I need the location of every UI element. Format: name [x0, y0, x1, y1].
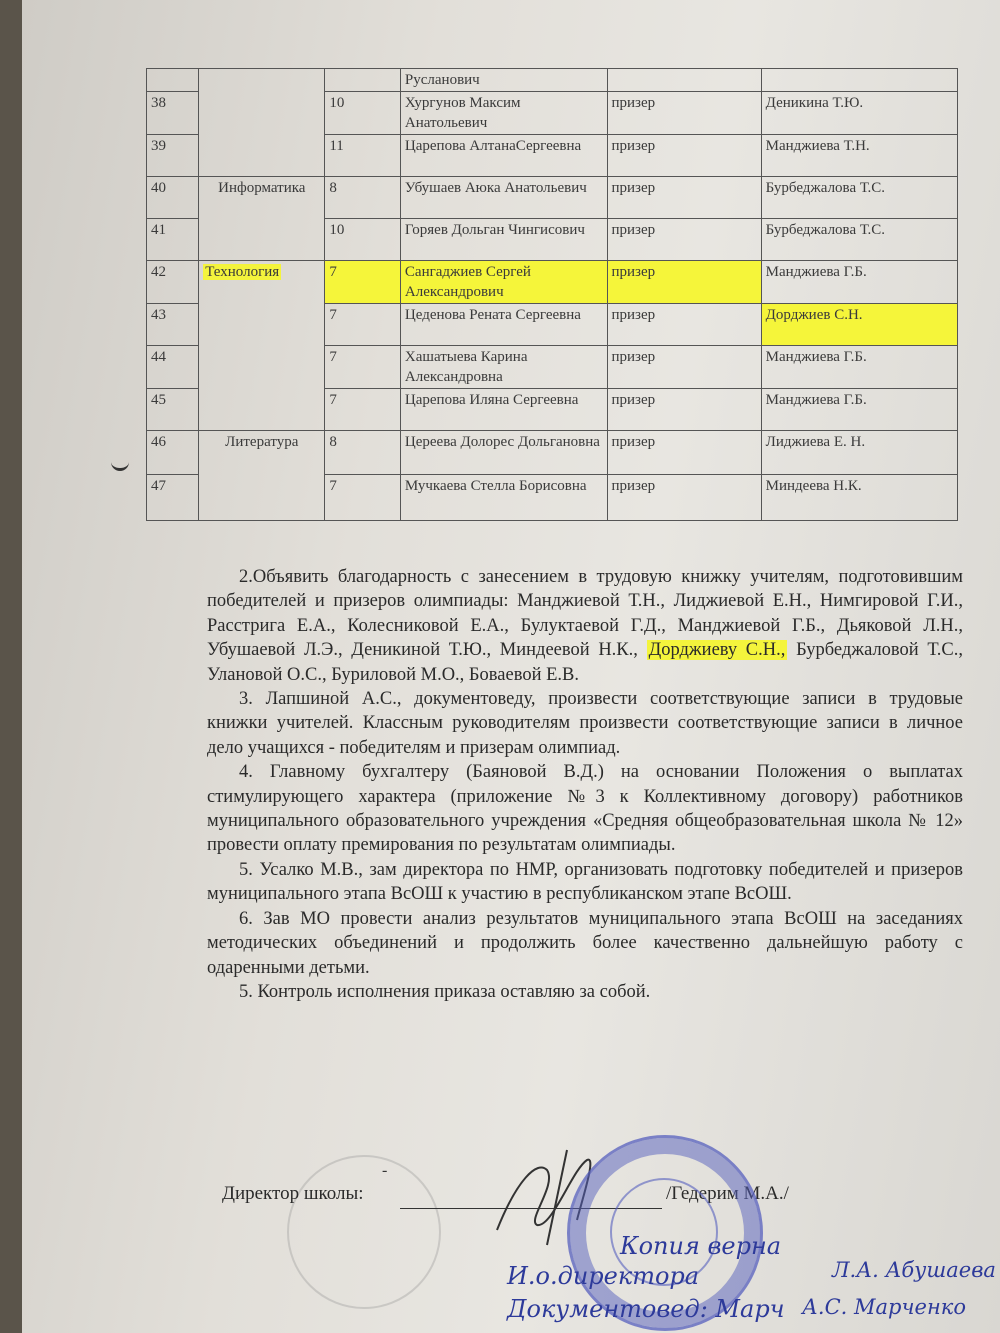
result-cell: призер: [607, 261, 761, 304]
row-number: 40: [147, 177, 199, 219]
subject-cell: Литература: [199, 431, 325, 521]
row-number: 43: [147, 304, 199, 346]
row-number: [147, 69, 199, 92]
paragraph-5: 5. Усалко М.В., зам директора по НМР, организовать подготовку победителей и призеров муниципального этапа ВсОШ к участию в республиканском этапе ВсОШ.: [207, 859, 963, 905]
result-cell: призер: [607, 177, 761, 219]
teacher-cell: Лиджиева Е. Н.: [761, 431, 957, 475]
teacher-cell: Миндеева Н.К.: [761, 475, 957, 521]
class-cell: 8: [325, 177, 401, 219]
class-cell: 7: [325, 304, 401, 346]
row-number: 45: [147, 389, 199, 431]
hw-acting-director: И.о.директора: [507, 1262, 700, 1290]
class-cell: 11: [325, 135, 401, 177]
teacher-cell: Манджиева Т.Н.: [761, 135, 957, 177]
subject-cell: Информатика: [199, 177, 325, 261]
class-cell: 7: [325, 346, 401, 389]
result-cell: [607, 69, 761, 92]
paragraph-4: 4. Главному бухгалтеру (Баяновой В.Д.) на основании Положения о выплатах стимулирующего характера (приложение №3 к Коллективному договору) работников муниципального образовательного учреждения «Средняя общеобразовательная школа № 12» провести оплату премирования по результатам олимпиады.: [207, 762, 963, 856]
teacher-cell: Бурбеджалова Т.С.: [761, 219, 957, 261]
highlighted-teacher: Дорджиеву С.Н.,: [648, 640, 786, 661]
hw-records-clerk: Документовед: Марч: [507, 1295, 785, 1323]
faint-stamp: [287, 1155, 441, 1309]
director-name: /Гедерим М.А./: [666, 1183, 789, 1204]
student-name-cell: Цеденова Рената Сергеевна: [400, 304, 607, 346]
teacher-cell: Манджиева Г.Б.: [761, 346, 957, 389]
paragraph-6: 6. Зав МО провести анализ результатов муниципального этапа ВсОШ на заседаниях методических объединений и продолжить более качественно дальнейшую работу с одаренными детьми.: [207, 908, 963, 978]
teacher-cell: Деникина Т.Ю.: [761, 92, 957, 135]
paragraph-3: 3. Лапшиной А.С., документоведу, произвести соответствующие записи в трудовые книжки учителей. Классным руководителям произвести соответствующие записи в личное дело учащихся - победителям и призерам олимпиад.: [207, 689, 963, 758]
paragraph-2: 2.Объявить благодарность с занесением в трудовую книжку учителям, подготовившим победителей и призеров олимпиады: Манджиевой Т.Н., Лиджиевой Е.Н., Нимгировой Г.И., Расстрига Е.А., Колесниковой Е.А., Булуктаевой Г.Д., Манджиевой Г.Б., Дьяковой Л.Н., Убушаевой Л.Э., Деникиной Т.Ю., Миндеевой Н.К., Дорджиеву С.Н., Бурбеджаловой Т.С., Улановой О.С., Буриловой М.О., Боваевой Е.В.: [207, 567, 964, 685]
result-cell: призер: [607, 135, 761, 177]
student-name-cell: Сангаджиев Сергей Александрович: [400, 261, 607, 304]
row-number: 46: [147, 431, 199, 475]
hw-acting-director-name: Л.А. Абушаева: [832, 1258, 996, 1282]
student-name-cell: Убушаев Аюка Анатольевич: [400, 177, 607, 219]
teacher-cell: Манджиева Г.Б.: [761, 261, 957, 304]
student-name-cell: Цереева Долорес Дольгановна: [400, 431, 607, 475]
teacher-cell: [761, 69, 957, 92]
table-row: [147, 261, 958, 304]
subject-cell: [199, 69, 325, 177]
paragraph-7: 5. Контроль исполнения приказа оставляю за собой.: [239, 981, 651, 1002]
subject-cell: [199, 261, 325, 431]
class-cell: 7: [325, 261, 401, 304]
student-name-cell: Хургунов Максим Анатольевич: [400, 92, 607, 135]
result-cell: призер: [607, 346, 761, 389]
class-cell: [325, 69, 401, 92]
teacher-cell: Дорджиев С.Н.: [761, 304, 957, 346]
highlighted-subject: Технология: [205, 264, 280, 280]
binder-mark: [111, 458, 129, 471]
table-row: [147, 177, 958, 219]
row-number: 39: [147, 135, 199, 177]
result-cell: призер: [607, 304, 761, 346]
student-name-cell: Хашатыева Карина Александровна: [400, 346, 607, 389]
result-cell: призер: [607, 389, 761, 431]
result-cell: призер: [607, 92, 761, 135]
teacher-cell: Бурбеджалова Т.С.: [761, 177, 957, 219]
result-cell: призер: [607, 431, 761, 475]
class-cell: 10: [325, 92, 401, 135]
table-row: [147, 69, 958, 92]
student-name-cell: Царепова Иляна Сергеевна: [400, 389, 607, 431]
class-cell: 8: [325, 431, 401, 475]
row-number: 38: [147, 92, 199, 135]
class-cell: 7: [325, 475, 401, 521]
row-number: 44: [147, 346, 199, 389]
document-page: Русланович 38 10 Хургунов Максим Анатольевич призер Деникина Т.Ю. 39 11 Царепова АлтанаСергеевна призер Манджиева Т.Н. 40 Информатика 8 Убушаев Аюка Анатольевич призер Бурбеджалова Т.С. 41 10 Горяев Дольган Чингисович призер Бурбеджалова Т.С. 42 Технология 7 Сангаджиев Сергей Александрович призер Манджиева Г.Б. 43 7 Цеденова Рената Сергеевна призер Дорджиев С.Н. 44 7 Хашатыева Карина Александровна призер Манджиева Г.Б. 45 7 Царепова Иляна Сергеевна призер Манджиева Г.Б. 46 Литература 8 Цереева Долорес Дольгановна призер Лиджиева Е. Н. 47 7 Мучкаева Стелла Борисовна призер Миндеева Н.К. 2.Объявить благодарность с занесением в трудовую книжку учителям, подготовившим победителей и призеров олимпиады: Манджиевой Т.Н., Лиджиевой Е.Н., Нимгировой Г.И., Расстрига Е.А., Колесниковой Е.А., Булуктаевой Г.Д., Манджиевой Г.Б., Дьяковой Л.Н., Убушаевой Л.Э., Деникиной Т.Ю., Миндеевой Н.К., Дорджиеву С.Н., Бурбеджаловой Т.С., Улановой О.С., Буриловой М.О., Боваевой Е.В. 3. Лапшиной А.С., документоведу, произвести соответствующие записи в трудовые книжки учителей. Классным руководителям произвести соответствующие записи в личное дело учащихся - победителям и призерам олимпиад. 4. Главному бухгалтеру (Баяновой В.Д.) на основании Положения о выплатах стимулирующего характера (приложение №3 к Коллективному договору) работников муниципального образовательного учреждения «Средняя общеобразовательная школа № 12» провести оплату премирования по результатам олимпиады. 5. Усалко М.В., зам директора по НМР, организовать подготовку победителей и призеров муниципального этапа ВсОШ к участию в республиканском этапе ВсОШ. 6. Зав МО провести анализ результатов муниципального этапа ВсОШ на заседаниях методических объединений и продолжить более качественно дальнейшую работу с одаренными детьми. 5. Контроль исполнения приказа оставляю за собой. - Директор школы: /Гедерим М.А./ Копия верна И.о.директора Л.А. Абушаева Документовед: Марч А.С. Марченко: [22, 0, 1000, 1333]
director-label: Директор школы:: [222, 1183, 364, 1204]
class-cell: 7: [325, 389, 401, 431]
hw-records-clerk-name: А.С. Марченко: [802, 1295, 966, 1319]
student-name-cell: Горяев Дольган Чингисович: [400, 219, 607, 261]
result-cell: призер: [607, 219, 761, 261]
result-cell: призер: [607, 475, 761, 521]
student-name-cell: Мучкаева Стелла Борисовна: [400, 475, 607, 521]
row-number: 42: [147, 261, 199, 304]
teacher-cell: Манджиева Г.Б.: [761, 389, 957, 431]
student-name-cell: Русланович: [400, 69, 607, 92]
class-cell: 10: [325, 219, 401, 261]
row-number: 47: [147, 475, 199, 521]
row-number: 41: [147, 219, 199, 261]
student-name-cell: Царепова АлтанаСергеевна: [400, 135, 607, 177]
order-text: [207, 565, 963, 1004]
table-row: [147, 431, 958, 475]
hw-copy-true: Копия верна: [620, 1232, 782, 1260]
results-table: [146, 68, 958, 521]
